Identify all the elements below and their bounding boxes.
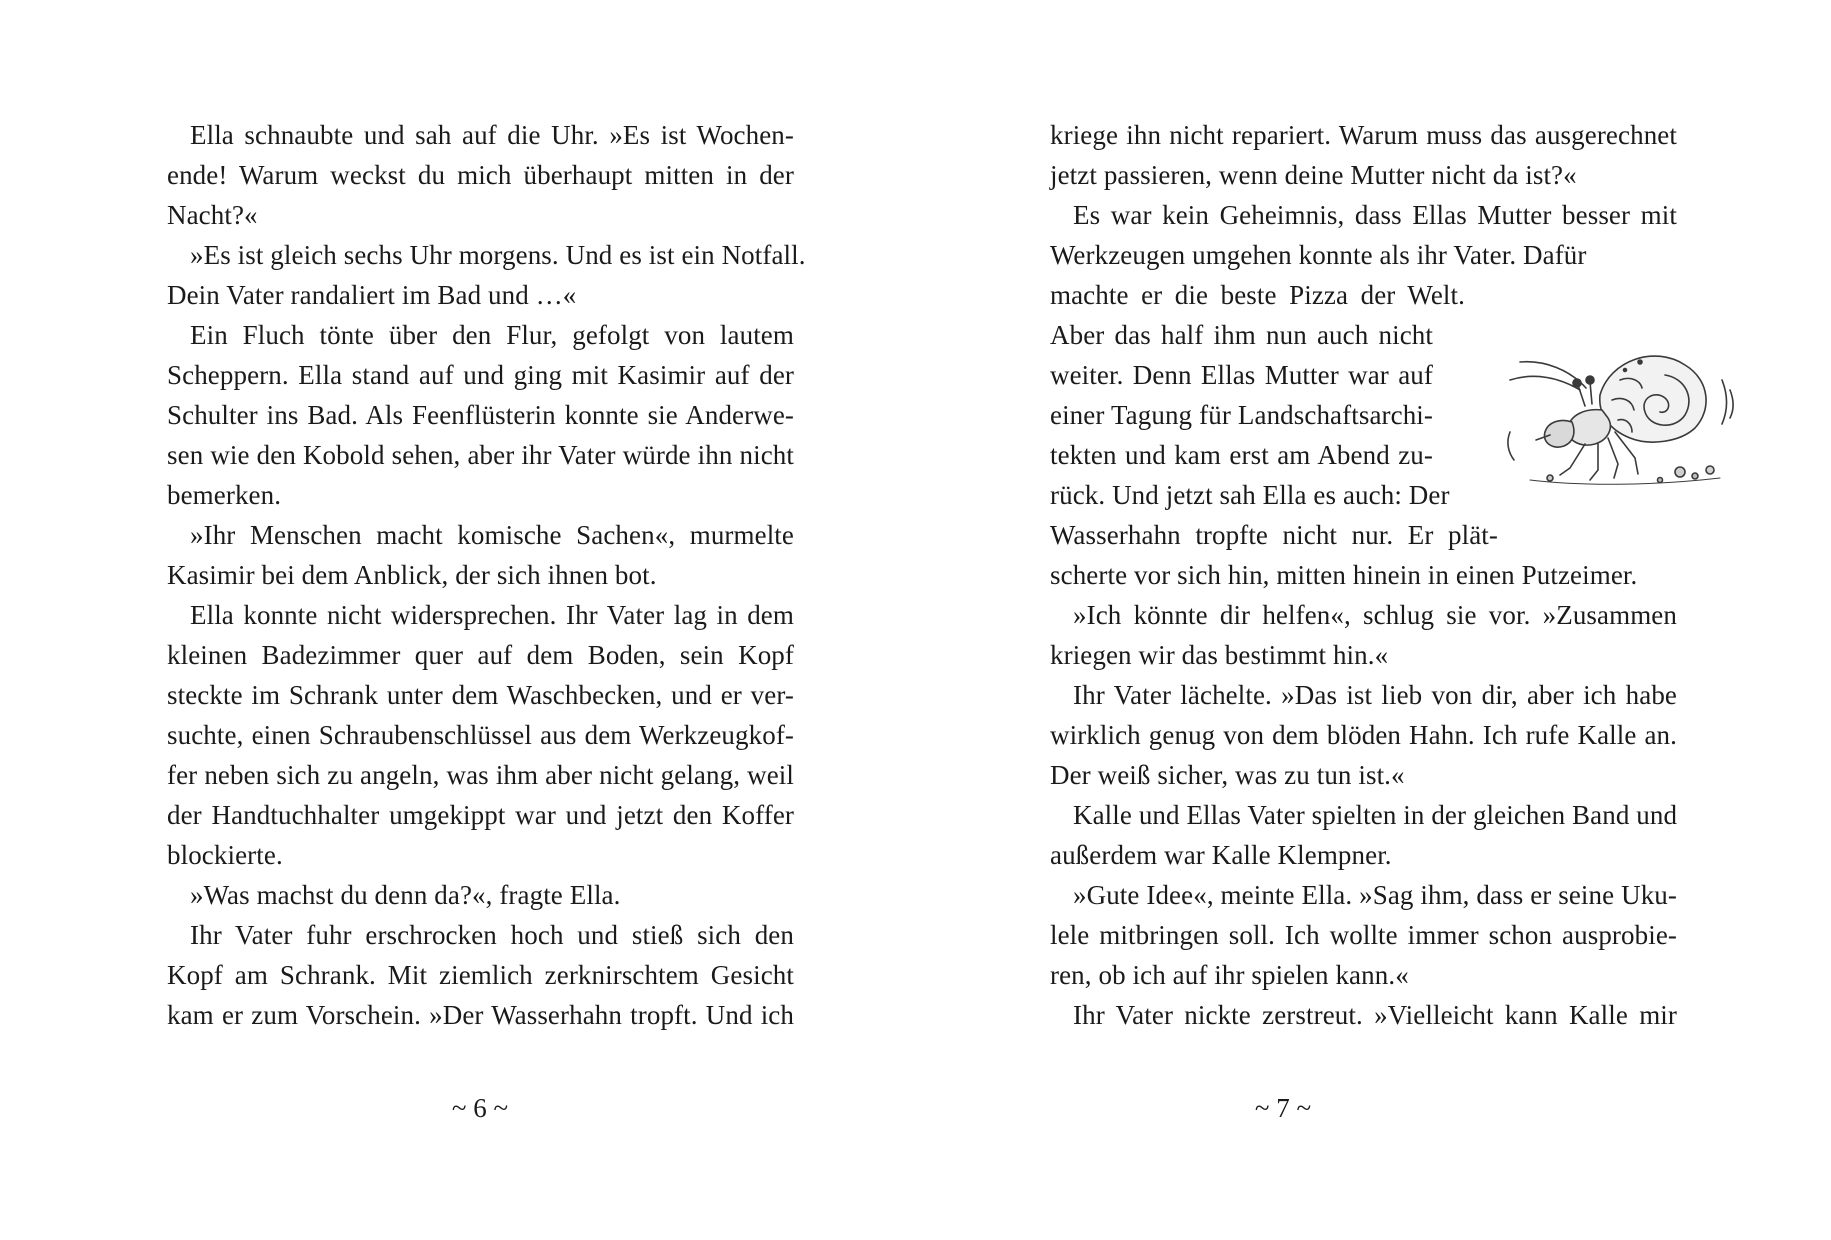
text-line: Der weiß sicher, was zu tun ist.« [1050, 760, 1405, 790]
text-line: fer neben sich zu angeln, was ihm aber nicht gelang, weil [167, 760, 794, 790]
text-line: kam er zum Vorschein. »Der Wasserhahn tropft. Und ich [167, 1000, 794, 1030]
text-line: Ella schnaubte und sah auf die Uhr. »Es ist Wochen- [190, 120, 794, 150]
text-line: kriegen wir das bestimmt hin.« [1050, 640, 1389, 670]
text-line: kleinen Badezimmer quer auf dem Boden, sein Kopf [167, 640, 794, 670]
text-line: tekten und kam erst am Abend zu- [1050, 440, 1433, 470]
text-line: steckte im Schrank unter dem Waschbecken, und er ver- [167, 680, 794, 710]
text-line: machte er die beste Pizza der Welt. [1050, 280, 1465, 310]
left-page [0, 0, 915, 1240]
text-line: Dein Vater randaliert im Bad und …« [167, 280, 577, 310]
text-line: Es war kein Geheimnis, dass Ellas Mutter besser mit [1073, 200, 1677, 230]
text-line: der Handtuchhalter umgekippt war und jetzt den Koffer [167, 800, 794, 830]
text-line: Ihr Vater fuhr erschrocken hoch und stieß sich den [190, 920, 794, 950]
text-line: scherte vor sich hin, mitten hinein in einen Putzeimer. [1050, 560, 1638, 590]
text-line: außerdem war Kalle Klempner. [1050, 840, 1392, 870]
text-line: Ihr Vater lächelte. »Das ist lieb von dir, aber ich habe [1073, 680, 1677, 710]
text-line: Ihr Vater nickte zerstreut. »Vielleicht kann Kalle mir [1073, 1000, 1677, 1030]
hermit-crab-icon [1490, 340, 1740, 490]
text-line: Kasimir bei dem Anblick, der sich ihnen bot. [167, 560, 657, 590]
text-line: Werkzeugen umgehen konnte als ihr Vater. Dafür [1050, 240, 1587, 270]
text-line: Kalle und Ellas Vater spielten in der gleichen Band und [1073, 800, 1678, 830]
text-line: Kopf am Schrank. Mit ziemlich zerknirschtem Gesicht [167, 960, 794, 990]
text-line: Nacht?« [167, 200, 258, 230]
text-line: sen wie den Kobold sehen, aber ihr Vater würde ihn nicht [167, 440, 794, 470]
text-line: Schulter ins Bad. Als Feenflüsterin konnte sie Anderwe- [167, 400, 794, 430]
text-line: blockierte. [167, 840, 283, 870]
page-number: ~ 7 ~ [1254, 1093, 1312, 1123]
text-line: wirklich genug von dem blöden Hahn. Ich rufe Kalle an. [1050, 720, 1677, 750]
text-line: »Was machst du denn da?«, fragte Ella. [190, 880, 621, 910]
text-line: Ella konnte nicht widersprechen. Ihr Vater lag in dem [190, 600, 794, 630]
text-line: kriege ihn nicht repariert. Warum muss das ausgerechnet [1050, 120, 1677, 150]
text-line: jetzt passieren, wenn deine Mutter nicht da ist?« [1050, 160, 1577, 190]
text-line: bemerken. [167, 480, 282, 510]
text-line: rück. Und jetzt sah Ella es auch: Der [1050, 480, 1450, 510]
text-line: ende! Warum weckst du mich überhaupt mitten in der [167, 160, 794, 190]
text-line: ren, ob ich auf ihr spielen kann.« [1050, 960, 1409, 990]
text-line: »Ich könnte dir helfen«, schlug sie vor. »Zusammen [1073, 600, 1677, 630]
text-line: »Gute Idee«, meinte Ella. »Sag ihm, dass er seine Uku- [1073, 880, 1677, 910]
text-line: »Ihr Menschen macht komische Sachen«, murmelte [190, 520, 794, 550]
text-line: Ein Fluch tönte über den Flur, gefolgt von lautem [190, 320, 794, 350]
page-number: ~ 6 ~ [451, 1093, 509, 1123]
text-line: einer Tagung für Landschaftsarchi- [1050, 400, 1433, 430]
right-page [915, 0, 1831, 1240]
text-line: suchte, einen Schraubenschlüssel aus dem Werkzeugkof- [167, 720, 794, 750]
text-line: Wasserhahn tropfte nicht nur. Er plät- [1050, 520, 1498, 550]
text-line: Aber das half ihm nun auch nicht [1050, 320, 1433, 350]
text-line: weiter. Denn Ellas Mutter war auf [1050, 360, 1433, 390]
text-line: »Es ist gleich sechs Uhr morgens. Und es ist ein Notfall. [190, 240, 806, 270]
text-line: lele mitbringen soll. Ich wollte immer schon ausprobie- [1050, 920, 1677, 950]
text-line: Scheppern. Ella stand auf und ging mit Kasimir auf der [167, 360, 794, 390]
